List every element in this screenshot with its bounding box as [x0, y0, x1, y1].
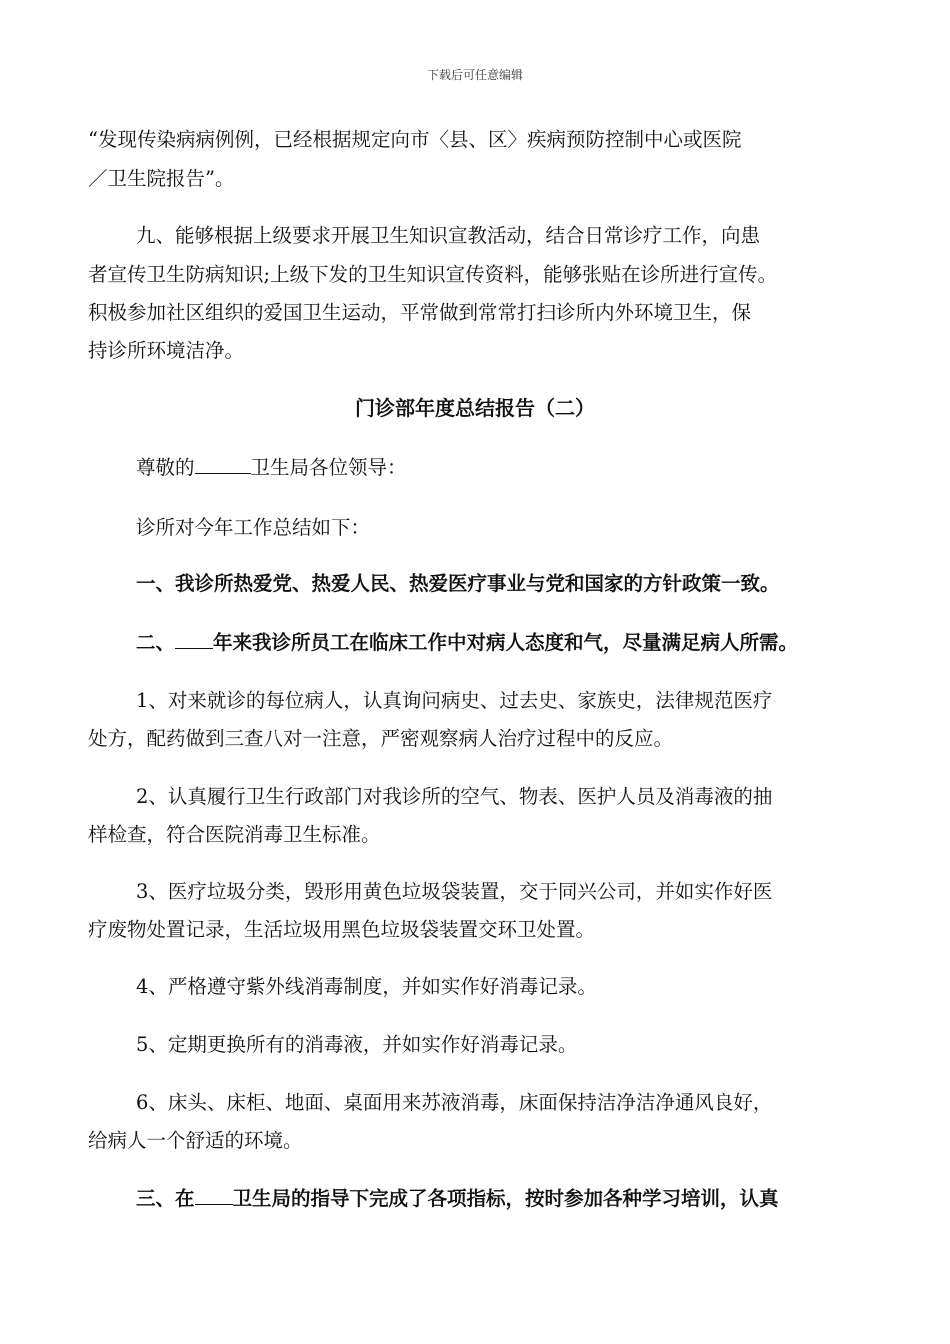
item-4: 4、严格遵守紫外线消毒制度，并如实作好消毒记录。	[136, 975, 597, 998]
item-1-line-1: 1、对来就诊的每位病人，认真询问病史、过去史、家族史，法律规范医疗	[136, 689, 773, 712]
item-6-line-2: 给病人一个舒适的环境。	[88, 1129, 303, 1152]
greeting-line	[136, 452, 407, 480]
item-2-line-1: 2、认真履行卫生行政部门对我诊所的空气、物表、医护人员及消毒液的抽	[136, 785, 773, 808]
paragraph-line: “发现传染病病例例，已经根据规定向市〈县、区〉疾病预防控制中心或医院	[88, 128, 742, 151]
section-two-text: 年来我诊所员工在临床工作中对病人态度和气，尽量满足病人所需。	[213, 631, 799, 654]
paragraph-line: 九、能够根据上级要求开展卫生知识宣教活动，结合日常诊疗工作，向患	[136, 224, 761, 247]
section-two-heading	[136, 627, 798, 655]
item-3-line-1: 3、医疗垃圾分类，毁形用黄色垃圾袋装置，交于同兴公司，并如实作好医	[136, 880, 773, 903]
blank-field	[175, 629, 213, 650]
section-two-prefix: 二、	[136, 631, 176, 654]
page-header: 下载后可任意编辑	[426, 68, 523, 82]
greeting-suffix: 卫生局各位领导：	[250, 456, 407, 479]
paragraph-line: 持诊所环境洁净。	[88, 339, 245, 362]
blank-field	[195, 1185, 233, 1206]
item-6-line-1: 6、床头、床柜、地面、桌面用来苏液消毒，床面保持洁净洁净通风良好，	[136, 1091, 773, 1114]
section-three-prefix: 三、在	[136, 1187, 195, 1210]
greeting-prefix: 尊敬的	[136, 456, 195, 479]
report-title: 门诊部年度总结报告（二）	[355, 396, 595, 420]
section-three-text: 卫生局的指导下完成了各项指标，按时参加各种学习培训，认真	[232, 1187, 779, 1210]
section-one-heading: 一、我诊所热爱党、热爱人民、热爱医疗事业与党和国家的方针政策一致。	[136, 572, 780, 595]
item-3-line-2: 疗废物处置记录，生活垃圾用黑色垃圾袋装置交环卫处置。	[88, 918, 596, 941]
item-1-line-2: 处方，配药做到三查八对一注意，严密观察病人治疗过程中的反应。	[88, 727, 674, 750]
section-three-heading	[136, 1183, 779, 1211]
item-2-line-2: 样检查，符合医院消毒卫生标准。	[88, 823, 381, 846]
blank-field	[195, 454, 251, 475]
intro-line: 诊所对今年工作总结如下：	[136, 516, 371, 539]
paragraph-line: 积极参加社区组织的爱国卫生运动，平常做到常常打扫诊所内外环境卫生，保	[88, 301, 752, 324]
item-5: 5、定期更换所有的消毒液，并如实作好消毒记录。	[136, 1033, 578, 1056]
paragraph-line: 者宣传卫生防病知识;上级下发的卫生知识宣传资料，能够张贴在诊所进行宣传。	[88, 263, 778, 286]
paragraph-line: ／卫生院报告”。	[88, 167, 235, 190]
